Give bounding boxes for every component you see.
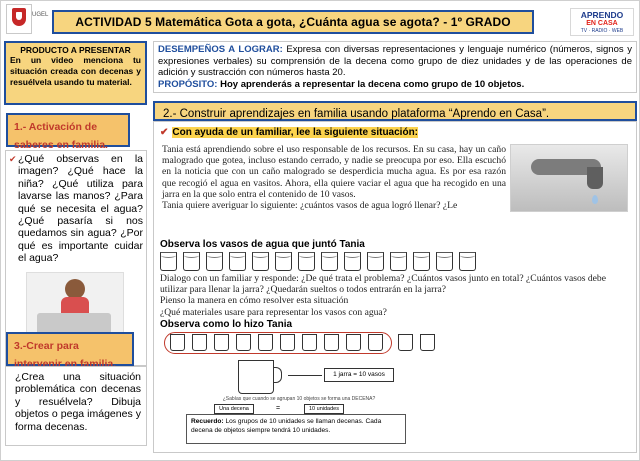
dripping-faucet-image [510,144,628,212]
desempenos-label: DESEMPEÑOS A LOGRAR: [158,44,283,55]
materiales-text: ¿Qué materiales usare para representar los vasos con agua? [160,306,387,318]
crear-box [5,366,147,446]
proposito-label: PROPÓSITO: [158,78,218,90]
dialogo-questions: Dialogo con un familiar y responde: ¿De qué trata el problema? ¿Cuántos vasos junto en total? ¿Cuántos vasos debe utilizar para llenar la jarra? ¿Quedarán sueltos o todos entrarán en la jarra? [160,273,606,296]
water-drop-icon [592,195,598,204]
step1-label: 1.- Activación de saberes en familia. [14,121,108,151]
instruction-text: Con ayuda de un familiar, lee la siguiente situación: [172,127,419,138]
story-question: Tania quiere averiguar lo siguiente: ¿cuántos vasos de agua logró llenar? ¿Le [162,200,458,212]
water-glass-icon [183,252,200,271]
water-glass-icon [346,334,361,351]
logo-line-1: APRENDO [580,10,624,20]
producto-text: En un video menciona tu situación creada con decenas y resuélvela usando tu material. [10,55,141,87]
equals-sign: = [276,405,281,412]
aprendo-en-casa-logo [570,8,634,36]
step1-label-box [6,113,130,151]
water-glass-icon [229,252,246,271]
header [2,4,640,37]
jug-icon [238,360,274,394]
water-glass-icon [321,252,338,271]
water-glass-icon [302,334,317,351]
water-glass-icon [214,334,229,351]
water-glass-icon [367,252,384,271]
title-banner [52,10,534,34]
observa-heading-2: Observa como lo hizo Tania [160,319,293,330]
step3-label-box [6,332,134,370]
proposito-text: Hoy aprenderás a representar la decena como grupo de 10 objetos. [217,78,525,90]
water-glass-icon [192,334,207,351]
observa-heading-1: Observa los vasos de agua que juntó Tania [160,239,365,250]
desempenos-text: Expresa con diversas representaciones y lenguaje numérico (números, signos y expresiones verbales) su comprensión de la decena como grupo de diez unidades y de las operaciones de adición y sustracción con números hasta 20. [158,44,632,79]
water-glass-icon [436,252,453,271]
producto-title: PRODUCTO A PRESENTAR [20,45,131,55]
questions-text: ¿Qué observas en la imagen? ¿Qué hace la niña? ¿Qué utiliza para lavarse las manos? ¿Para qué se necesita el agua? ¿Qué pasaría si nos quedamos sin agua? ¿Por qué es importante cuidar el agua? [18,153,143,265]
story-text [162,144,506,211]
instruction [160,127,418,138]
water-glass-icon [160,252,177,271]
piensa-text: Pienso la manera en cómo resolver esta situación [160,295,349,307]
crest-label: UGEL [32,12,49,18]
water-glass-icon [398,334,413,351]
water-glass-icon [344,252,361,271]
glasses-row-2 [162,332,552,354]
water-glass-icon [170,334,185,351]
una-decena-box: Una decena [214,404,254,414]
checkmark-icon: ✔ [160,127,169,138]
page-title: ACTIVIDAD 5 Matemática Gota a gota, ¿Cuánta agua se agota? - 1º GRADO [75,15,511,29]
water-glass-icon [298,252,315,271]
jarra-equation: 1 jarra = 10 vasos [324,368,394,382]
dialogo-text [160,273,632,318]
arrow-line [288,375,322,376]
recuerdo-label: Recuerdo: [191,418,224,425]
story-paragraph: Tania está aprendiendo sobre el uso responsable de los recursos. En su casa, hay un caño malogrado que gotea, incluso estando cerrado, y nadie se preocupa por eso. Ella escuchó en la noticia que con un caño malogrado se desperdicia mucha agua. Es por esa razón que recogió el agua en vasitos. Ahora, ella quiere vaciar el agua que ha recogido en una jarra en la que solo entra el contenido de 10 vasos. [162,144,506,200]
section2-label: 2.- Construir aprendizajes en familia usando plataforma “Aprendo en Casa”. [163,108,550,120]
glasses-row-1 [160,252,620,272]
logo-line-3: TV · RADIO · WEB [580,28,624,34]
diez-unidades-box: 10 unidades [304,404,344,414]
producto-box [4,41,147,105]
step3-label: 3.-Crear para intervenir en familia. [14,340,117,370]
main-content [153,121,637,453]
water-glass-icon [324,334,339,351]
water-glass-icon [413,252,430,271]
water-glass-icon [206,252,223,271]
desempenos-box [153,41,637,93]
crear-text: ¿Crea una situación problemática con decenas y resuélvela? Dibuja objetos o pega imágenes y forma decenas. [15,371,141,433]
child-head-shape [65,279,85,299]
school-crest-icon [6,4,32,34]
water-glass-icon [280,334,295,351]
recuerdo-text: Los grupos de 10 unidades se llaman decenas. Cada decena de objetos siempre tendrá 10 unidades. [191,418,382,434]
water-glass-icon [368,334,383,351]
check-icon: ✔ [9,154,17,164]
water-glass-icon [390,252,407,271]
water-glass-icon [459,252,476,271]
water-glass-icon [252,252,269,271]
water-glass-icon [275,252,292,271]
left-column [4,41,147,453]
recuerdo-box [186,414,406,444]
water-glass-icon [420,334,435,351]
faucet-spout-shape [587,167,603,189]
water-glass-icon [236,334,251,351]
section2-banner [153,101,637,121]
water-glass-icon [258,334,273,351]
logo-line-2: EN CASA [586,20,618,27]
jarra-diagram [184,358,414,404]
decena-question: ¿Sabías que cuando se agrupan 10 objetos se forma una DECENA? [222,396,376,402]
